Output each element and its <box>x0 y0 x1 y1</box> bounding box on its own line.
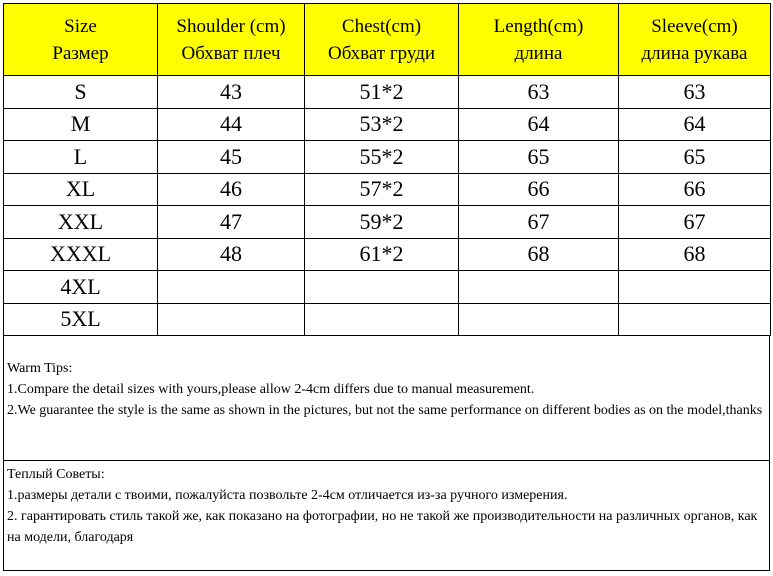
tips-title: Теплый Советы: <box>7 467 105 482</box>
cell-chest: 61*2 <box>305 238 459 271</box>
cell-length: 65 <box>459 141 619 174</box>
size-table <box>3 3 771 336</box>
cell-size: 4XL <box>4 271 158 304</box>
size-chart <box>3 3 770 571</box>
header-shoulder: Shoulder (cm) Обхват плеч <box>158 4 305 76</box>
tips-title: Warm Tips: <box>7 361 73 376</box>
table-row <box>4 303 771 336</box>
cell-shoulder: 47 <box>158 206 305 239</box>
warm-tips-russian <box>3 461 770 571</box>
cell-sleeve: 68 <box>619 238 771 271</box>
cell-shoulder <box>158 271 305 304</box>
cell-sleeve: 65 <box>619 141 771 174</box>
header-sleeve: Sleeve(cm) длина рукава <box>619 4 771 76</box>
cell-length: 68 <box>459 238 619 271</box>
cell-sleeve: 64 <box>619 108 771 141</box>
cell-chest: 55*2 <box>305 141 459 174</box>
cell-length: 67 <box>459 206 619 239</box>
cell-chest: 51*2 <box>305 76 459 109</box>
cell-length <box>459 271 619 304</box>
tips-line: 2. гарантировать стиль такой же, как показано на фотографии, но не такой же производительности на различных органов, как на модели, благодаря <box>7 509 758 545</box>
cell-length <box>459 303 619 336</box>
warm-tips-english <box>3 336 770 461</box>
cell-sleeve: 66 <box>619 173 771 206</box>
tips-line: 2.We guarantee the style is the same as shown in the pictures, but not the same performance on different bodies as on the model,thanks <box>7 403 763 418</box>
cell-shoulder: 45 <box>158 141 305 174</box>
cell-length: 66 <box>459 173 619 206</box>
cell-size: XXL <box>4 206 158 239</box>
cell-size: XL <box>4 173 158 206</box>
table-row <box>4 271 771 304</box>
table-row <box>4 173 771 206</box>
cell-chest: 57*2 <box>305 173 459 206</box>
table-row <box>4 76 771 109</box>
cell-size: M <box>4 108 158 141</box>
cell-shoulder: 46 <box>158 173 305 206</box>
cell-length: 63 <box>459 76 619 109</box>
cell-sleeve: 63 <box>619 76 771 109</box>
header-length: Length(cm) длина <box>459 4 619 76</box>
table-row <box>4 238 771 271</box>
tips-line: 1.Compare the detail sizes with yours,please allow 2-4cm differs due to manual measurement. <box>7 382 535 397</box>
table-row <box>4 206 771 239</box>
cell-size: S <box>4 76 158 109</box>
cell-shoulder: 43 <box>158 76 305 109</box>
cell-sleeve <box>619 303 771 336</box>
cell-chest: 53*2 <box>305 108 459 141</box>
cell-shoulder <box>158 303 305 336</box>
cell-size: XXXL <box>4 238 158 271</box>
header-chest: Chest(cm) Обхват груди <box>305 4 459 76</box>
cell-chest <box>305 271 459 304</box>
cell-shoulder: 48 <box>158 238 305 271</box>
cell-sleeve <box>619 271 771 304</box>
cell-length: 64 <box>459 108 619 141</box>
cell-shoulder: 44 <box>158 108 305 141</box>
header-size: Size Размер <box>4 4 158 76</box>
cell-sleeve: 67 <box>619 206 771 239</box>
cell-size: L <box>4 141 158 174</box>
tips-line: 1.размеры детали с твоими, пожалуйста позвольте 2-4см отличается из-за ручного измерения. <box>7 488 568 503</box>
table-row <box>4 141 771 174</box>
cell-chest <box>305 303 459 336</box>
header-row <box>4 4 771 76</box>
cell-size: 5XL <box>4 303 158 336</box>
table-row <box>4 108 771 141</box>
cell-chest: 59*2 <box>305 206 459 239</box>
